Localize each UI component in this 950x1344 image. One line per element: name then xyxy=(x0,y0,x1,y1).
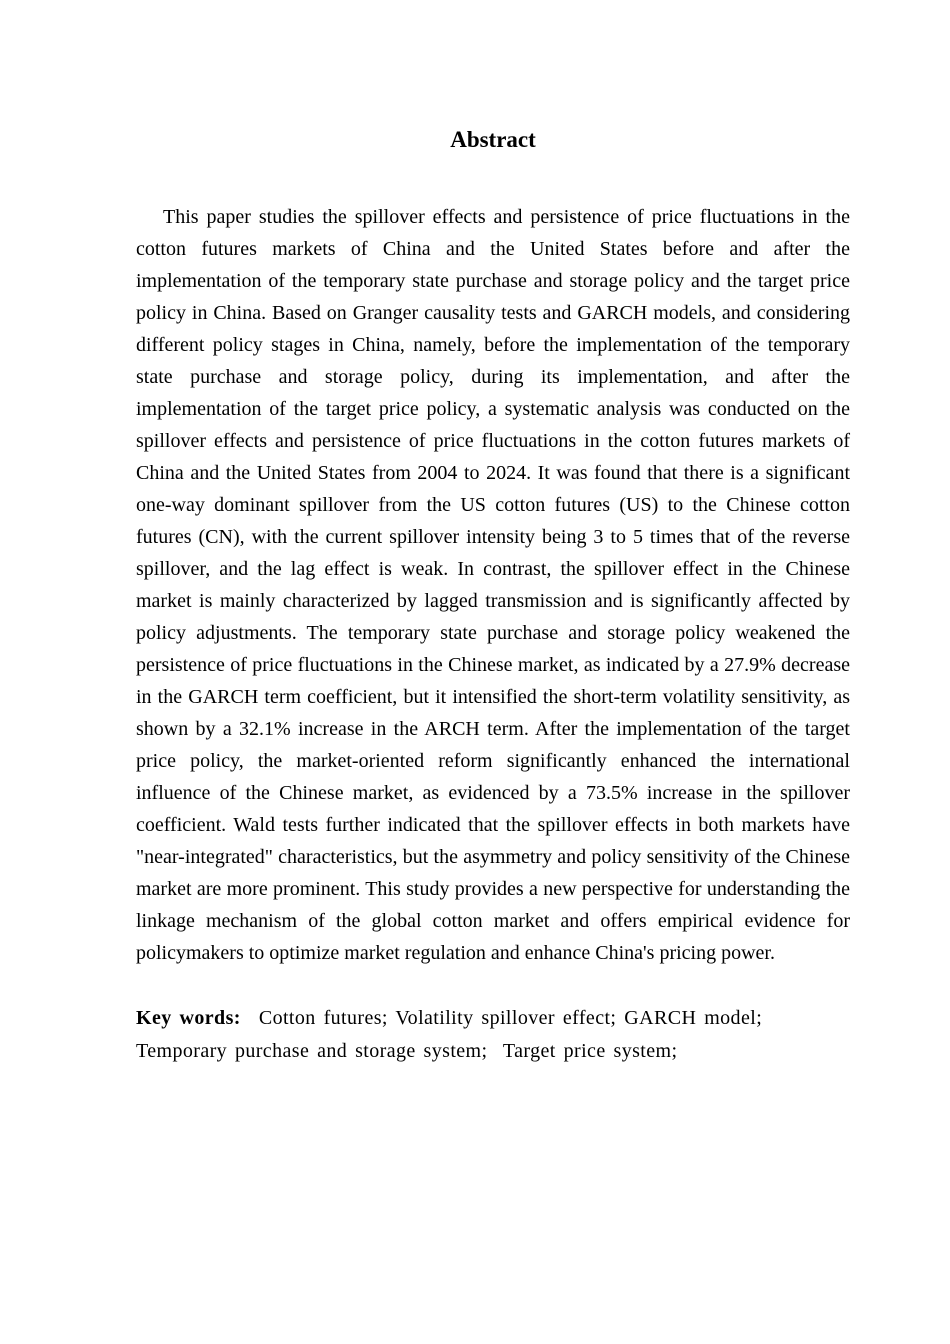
keywords-block xyxy=(136,1002,850,1068)
keywords-label: Key words: xyxy=(136,1007,241,1029)
abstract-body: This paper studies the spillover effects and persistence of price fluctuations in the cotton futures markets of China and the United States before and after the implementation of the temporary state purchase and storage policy and the target price policy in China. Based on Granger causality tests and GARCH models, and considering different policy stages in China, namely, before the implementation of the temporary state purchase and storage policy, during its implementation, and after the implementation of the target price policy, a systematic analysis was conducted on the spillover effects and persistence of price fluctuations in the cotton futures markets of China and the United States from 2004 to 2024. It was found that there is a significant one-way dominant spillover from the US cotton futures (US) to the Chinese cotton futures (CN), with the current spillover intensity being 3 to 5 times that of the reverse spillover, and the lag effect is weak. In contrast, the spillover effect in the Chinese market is mainly characterized by lagged transmission and is significantly affected by policy adjustments. The temporary state purchase and storage policy weakened the persistence of price fluctuations in the Chinese market, as indicated by a 27.9% decrease in the GARCH term coefficient, but it intensified the short-term volatility sensitivity, as shown by a 32.1% increase in the ARCH term. After the implementation of the target price policy, the market-oriented reform significantly enhanced the international influence of the Chinese market, as evidenced by a 73.5% increase in the spillover coefficient. Wald tests further indicated that the spillover effects in both markets have "near-integrated" characteristics, but the asymmetry and policy sensitivity of the Chinese market are more prominent. This study provides a new perspective for understanding the linkage mechanism of the global cotton market and offers empirical evidence for policymakers to optimize market regulation and enhance China's pricing power. xyxy=(136,206,850,964)
keywords-text: Cotton futures; Volatility spillover effect; GARCH model; Temporary purchase and storage system; Target price system; xyxy=(136,1007,770,1062)
abstract-title: Abstract xyxy=(450,127,536,152)
